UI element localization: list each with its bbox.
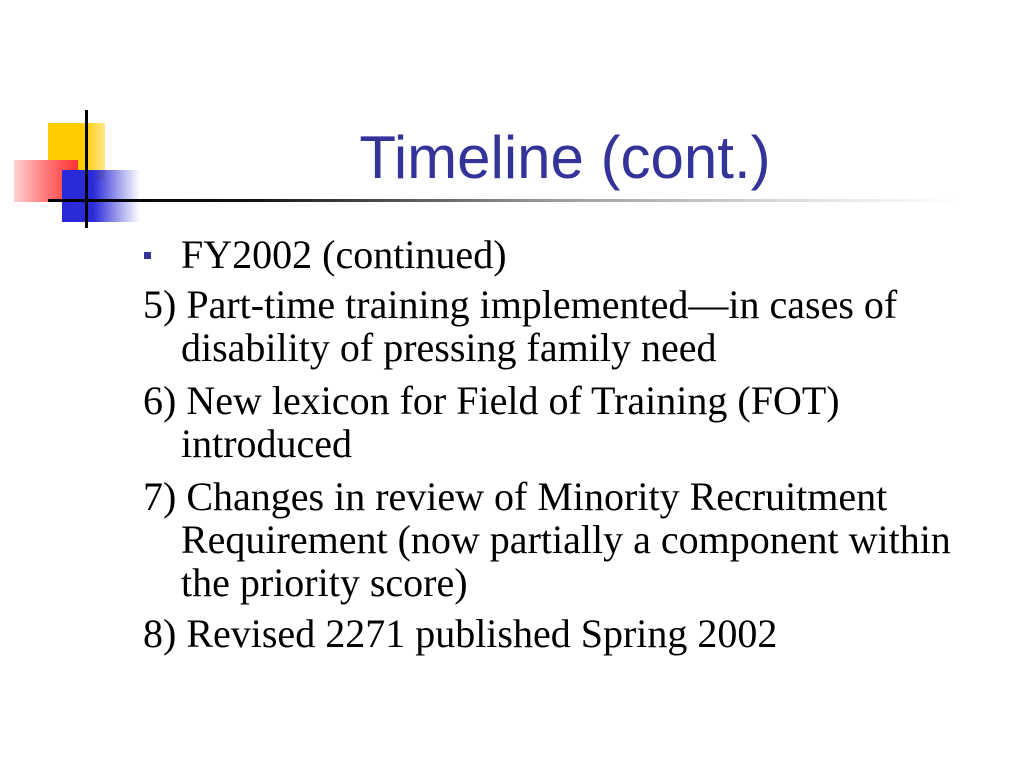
slide-title: Timeline (cont.) (359, 124, 771, 191)
list-item-line: disability of pressing family need (181, 325, 717, 370)
list-item-line: Requirement (now partially a component within (181, 517, 951, 562)
square-bullet-icon (144, 252, 151, 259)
logo-vertical-line (85, 110, 88, 228)
list-item-8 (143, 612, 1003, 655)
slide-body (143, 233, 1003, 655)
list-item-line: 5) Part-time training implemented—in cases of (143, 282, 898, 327)
list-item-5 (143, 283, 1003, 369)
list-item-line: the priority score) (181, 560, 468, 605)
logo-blue-square (62, 170, 140, 222)
list-item-line: 6) New lexicon for Field of Training (FOT) (143, 378, 840, 423)
list-item-6 (143, 379, 1003, 465)
bullet-item (143, 233, 1003, 276)
list-item-line: 7) Changes in review of Minority Recruitment (143, 474, 888, 519)
list-item-line: 8) Revised 2271 published Spring 2002 (143, 611, 778, 656)
title-underline (48, 199, 960, 202)
list-item-line: introduced (181, 421, 353, 466)
list-item-7 (143, 475, 1003, 604)
bullet-item-text: FY2002 (continued) (181, 232, 507, 277)
